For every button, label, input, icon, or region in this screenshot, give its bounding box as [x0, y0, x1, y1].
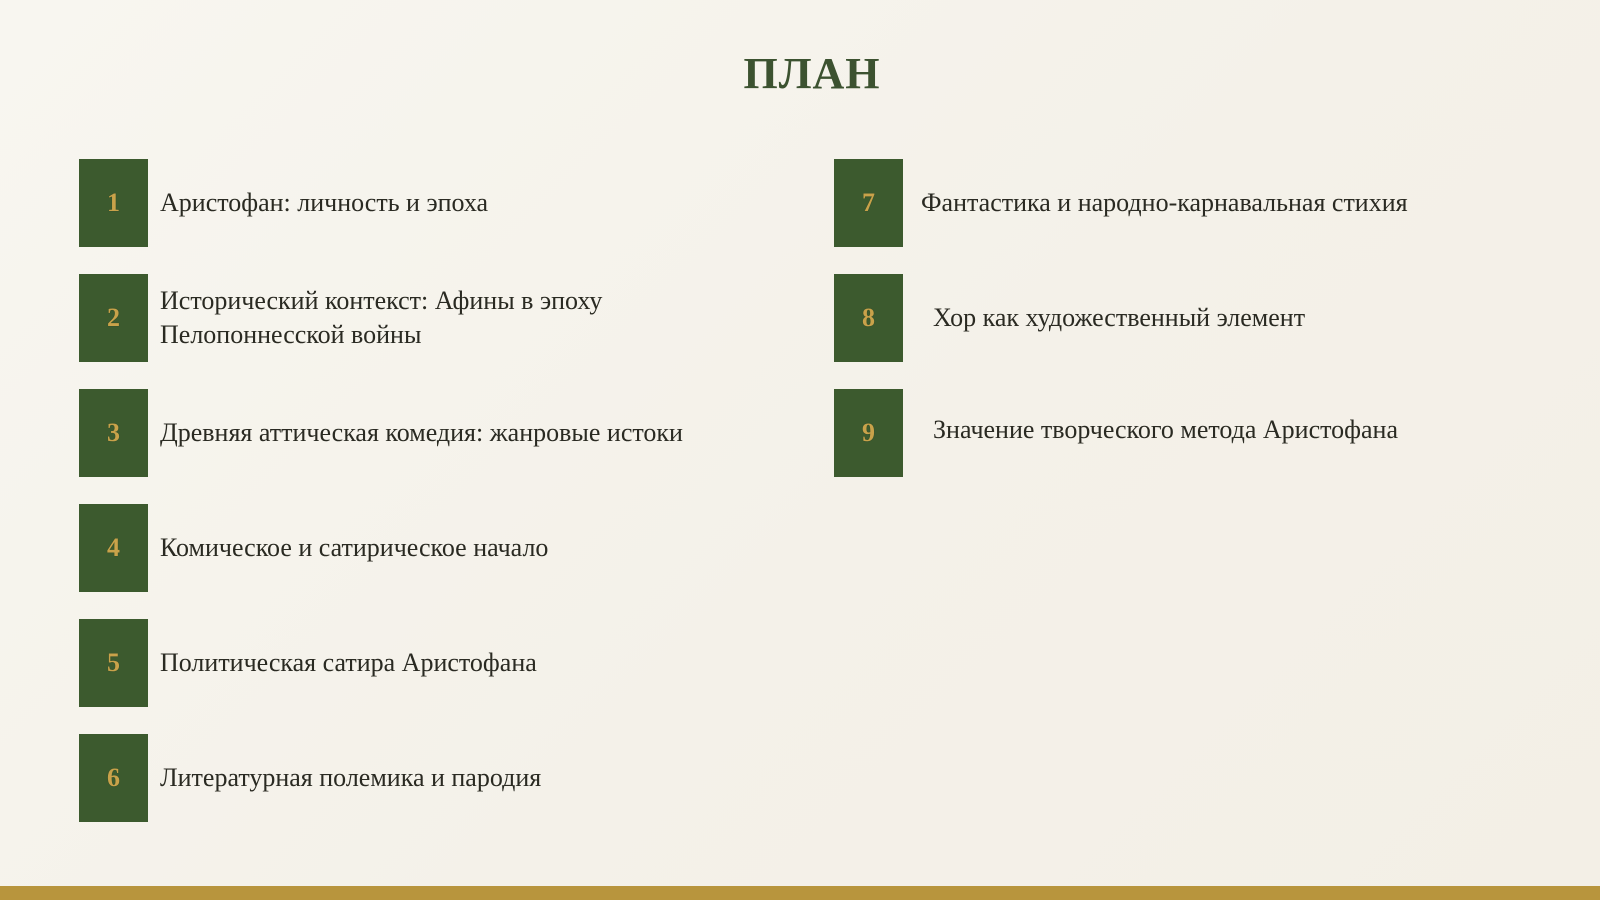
item-number-badge: 5: [79, 619, 148, 707]
plan-item-8: [834, 274, 1574, 362]
item-number-badge: 8: [834, 274, 903, 362]
slide-title: ПЛАН: [743, 49, 881, 98]
plan-item-6: [79, 734, 779, 822]
plan-item-3: [79, 389, 779, 477]
item-number-badge: 3: [79, 389, 148, 477]
accent-bar: [0, 886, 1600, 900]
item-text: Комическое и сатирическое начало: [160, 533, 549, 562]
item-text: Фантастика и народно-карнавальная стихия: [921, 188, 1408, 217]
item-number-badge: 2: [79, 274, 148, 362]
item-number-badge: 1: [79, 159, 148, 247]
plan-item-5: [79, 619, 779, 707]
item-number-badge: 7: [834, 159, 903, 247]
plan-item-7: [834, 159, 1574, 247]
item-number-badge: 9: [834, 389, 903, 477]
item-text: Исторический контекст: Афины в эпоху Пелопоннесской войны: [160, 286, 603, 349]
item-text: Литературная полемика и пародия: [160, 763, 542, 792]
item-text: Значение творческого метода Аристофана: [933, 415, 1398, 444]
item-text: Древняя аттическая комедия: жанровые истоки: [160, 418, 683, 447]
item-text: Аристофан: личность и эпоха: [160, 188, 489, 217]
plan-item-4: [79, 504, 779, 592]
item-number-badge: 4: [79, 504, 148, 592]
plan-item-1: [79, 159, 779, 247]
plan-item-2: [79, 274, 779, 362]
item-number-badge: 6: [79, 734, 148, 822]
item-text: Хор как художественный элемент: [933, 303, 1306, 332]
plan-item-9: [834, 389, 1574, 477]
item-text: Политическая сатира Аристофана: [160, 648, 537, 677]
